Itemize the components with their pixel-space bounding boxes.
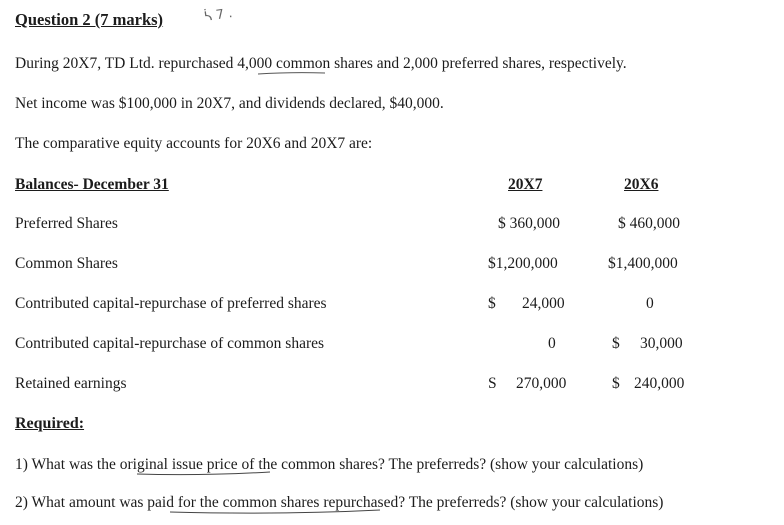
row-label-cc-preferred: Contributed capital-repurchase of preferred shares [15, 295, 327, 312]
row-label-retained-earnings: Retained earnings [15, 375, 127, 392]
value-cc-preferred-20x6: 0 [646, 295, 654, 312]
value-common-20x7: $1,200,000 [488, 255, 558, 272]
row-label-preferred-shares: Preferred Shares [15, 215, 118, 232]
sign-retained-20x7: S [488, 375, 497, 392]
value-preferred-20x6: $ 460,000 [618, 215, 680, 232]
sign-cc-preferred-20x7: $ [488, 295, 496, 312]
value-cc-common-20x6: 30,000 [640, 335, 683, 352]
value-retained-20x6: 240,000 [634, 375, 685, 392]
required-question-1: 1) What was the original issue price of the common shares? The preferreds? (show your calculations) [15, 456, 644, 473]
value-retained-20x7: 270,000 [516, 375, 567, 392]
handwritten-note: ᓵ 7 . [203, 6, 234, 25]
row-label-common-shares: Common Shares [15, 255, 118, 272]
value-cc-common-20x7: 0 [548, 335, 556, 352]
required-question-2: 2) What amount was paid for the common shares repurchased? The preferreds? (show your calculations) [15, 494, 664, 511]
table-header-label: Balances- December 31 [15, 176, 169, 193]
question-title: Question 2 (7 marks) [15, 10, 164, 29]
value-cc-preferred-20x7: 24,000 [522, 295, 565, 312]
intro-line-1: During 20X7, TD Ltd. repurchased 4,000 common shares and 2,000 preferred shares, respectively. [15, 55, 627, 72]
sign-retained-20x6: $ [612, 375, 620, 392]
intro-line-3: The comparative equity accounts for 20X6 and 20X7 are: [15, 135, 373, 152]
column-header-20x6: 20X6 [624, 176, 659, 193]
value-common-20x6: $1,400,000 [608, 255, 678, 272]
intro-line-2: Net income was $100,000 in 20X7, and dividends declared, $40,000. [15, 95, 444, 112]
column-header-20x7: 20X7 [508, 176, 543, 193]
row-label-cc-common: Contributed capital-repurchase of common shares [15, 335, 325, 352]
value-preferred-20x7: $ 360,000 [498, 215, 560, 232]
sign-cc-common-20x6: $ [612, 335, 620, 352]
required-heading: Required: [15, 415, 85, 432]
